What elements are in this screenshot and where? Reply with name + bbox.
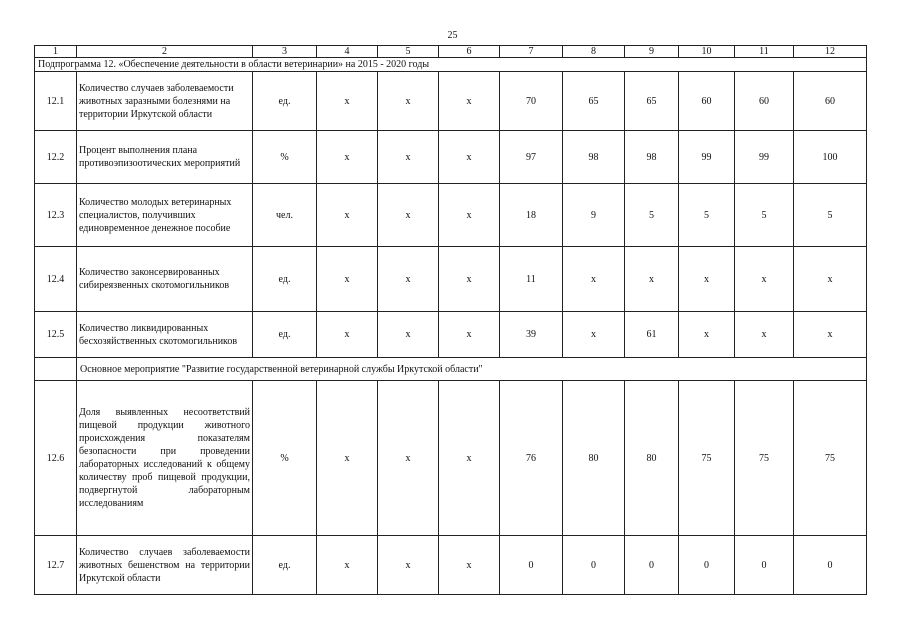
indicator-name: Количество ликвидированных бесхозяйственных скотомогильников [77,312,253,358]
table-row [35,131,867,184]
indicator-name: Количество молодых ветеринарных специалистов, получивших единовременное денежное пособие [77,184,253,247]
value-cell: 0 [735,536,794,595]
value-cell: 80 [625,381,679,536]
value-cell: x [439,381,500,536]
value-cell: x [794,312,867,358]
table-row [35,381,867,536]
value-cell: 65 [625,72,679,131]
value-cell: x [378,381,439,536]
unit-cell: чел. [253,184,317,247]
value-cell: x [439,72,500,131]
indicator-name: Количество законсервированных сибиреязвенных скотомогильников [77,247,253,312]
row-number: 12.1 [35,72,77,131]
value-cell: 75 [735,381,794,536]
value-cell: 98 [563,131,625,184]
indicator-name: Количество случаев заболеваемости животных заразными болезнями на территории Иркутской области [77,72,253,131]
header-cell: 12 [794,46,867,58]
value-cell: 99 [735,131,794,184]
value-cell: 61 [625,312,679,358]
row-number: 12.7 [35,536,77,595]
unit-cell: ед. [253,312,317,358]
value-cell: x [378,536,439,595]
table-row [35,536,867,595]
value-cell: 97 [500,131,563,184]
value-cell: 18 [500,184,563,247]
unit-cell: ед. [253,247,317,312]
value-cell: x [439,131,500,184]
table-row [35,312,867,358]
empty-cell [35,358,77,381]
page-number: 25 [447,30,458,41]
row-number: 12.2 [35,131,77,184]
header-cell: 9 [625,46,679,58]
table-row [35,247,867,312]
row-number: 12.4 [35,247,77,312]
value-cell: x [317,184,378,247]
value-cell: 99 [679,131,735,184]
header-cell: 2 [77,46,253,58]
value-cell: x [439,184,500,247]
value-cell: x [378,312,439,358]
header-cell: 4 [317,46,378,58]
value-cell: 11 [500,247,563,312]
main-event-title: Основное мероприятие "Развитие государственной ветеринарной службы Иркутской области" [77,358,867,381]
subprogram-row [35,58,867,72]
value-cell: 75 [679,381,735,536]
value-cell: x [679,312,735,358]
value-cell: x [378,184,439,247]
unit-cell: % [253,131,317,184]
header-cell: 11 [735,46,794,58]
value-cell: x [794,247,867,312]
value-cell: 5 [679,184,735,247]
value-cell: x [439,247,500,312]
value-cell: 5 [794,184,867,247]
indicators-table [34,45,867,595]
value-cell: x [317,312,378,358]
value-cell: x [317,131,378,184]
value-cell: 0 [500,536,563,595]
row-number: 12.3 [35,184,77,247]
value-cell: 0 [794,536,867,595]
header-cell: 10 [679,46,735,58]
value-cell: x [625,247,679,312]
value-cell: x [439,312,500,358]
header-cell: 3 [253,46,317,58]
value-cell: 70 [500,72,563,131]
value-cell: x [317,381,378,536]
value-cell: 100 [794,131,867,184]
unit-cell: % [253,381,317,536]
indicator-name: Количество случаев заболеваемости животных бешенством на территории Иркутской области [77,536,253,595]
value-cell: x [317,72,378,131]
value-cell: x [317,247,378,312]
value-cell: x [735,312,794,358]
header-cell: 1 [35,46,77,58]
unit-cell: ед. [253,536,317,595]
value-cell: x [563,247,625,312]
header-cell: 6 [439,46,500,58]
value-cell: 60 [735,72,794,131]
value-cell: 5 [625,184,679,247]
value-cell: x [735,247,794,312]
value-cell: 60 [794,72,867,131]
indicator-name: Доля выявленных несоответствий пищевой продукции животного происхождения показателям безопасности при проведении лабораторных исследований к общему количеству проб пищевой продукции, подвергнутой лабораторным исследованиям [77,381,253,536]
table-row [35,72,867,131]
value-cell: x [378,72,439,131]
value-cell: 76 [500,381,563,536]
value-cell: x [378,131,439,184]
row-number: 12.6 [35,381,77,536]
value-cell: 65 [563,72,625,131]
value-cell: 98 [625,131,679,184]
table-row [35,184,867,247]
value-cell: x [317,536,378,595]
header-cell: 8 [563,46,625,58]
header-cell: 7 [500,46,563,58]
header-row [35,46,867,58]
row-number: 12.5 [35,312,77,358]
value-cell: 39 [500,312,563,358]
value-cell: 0 [625,536,679,595]
value-cell: 75 [794,381,867,536]
value-cell: x [439,536,500,595]
value-cell: x [378,247,439,312]
value-cell: x [563,312,625,358]
header-cell: 5 [378,46,439,58]
value-cell: 60 [679,72,735,131]
main-event-row [35,358,867,381]
value-cell: x [679,247,735,312]
subprogram-title: Подпрограмма 12. «Обеспечение деятельности в области ветеринарии» на 2015 - 2020 годы [35,58,867,72]
value-cell: 0 [563,536,625,595]
value-cell: 9 [563,184,625,247]
value-cell: 80 [563,381,625,536]
value-cell: 5 [735,184,794,247]
value-cell: 0 [679,536,735,595]
unit-cell: ед. [253,72,317,131]
indicator-name: Процент выполнения плана противоэпизоотических мероприятий [77,131,253,184]
